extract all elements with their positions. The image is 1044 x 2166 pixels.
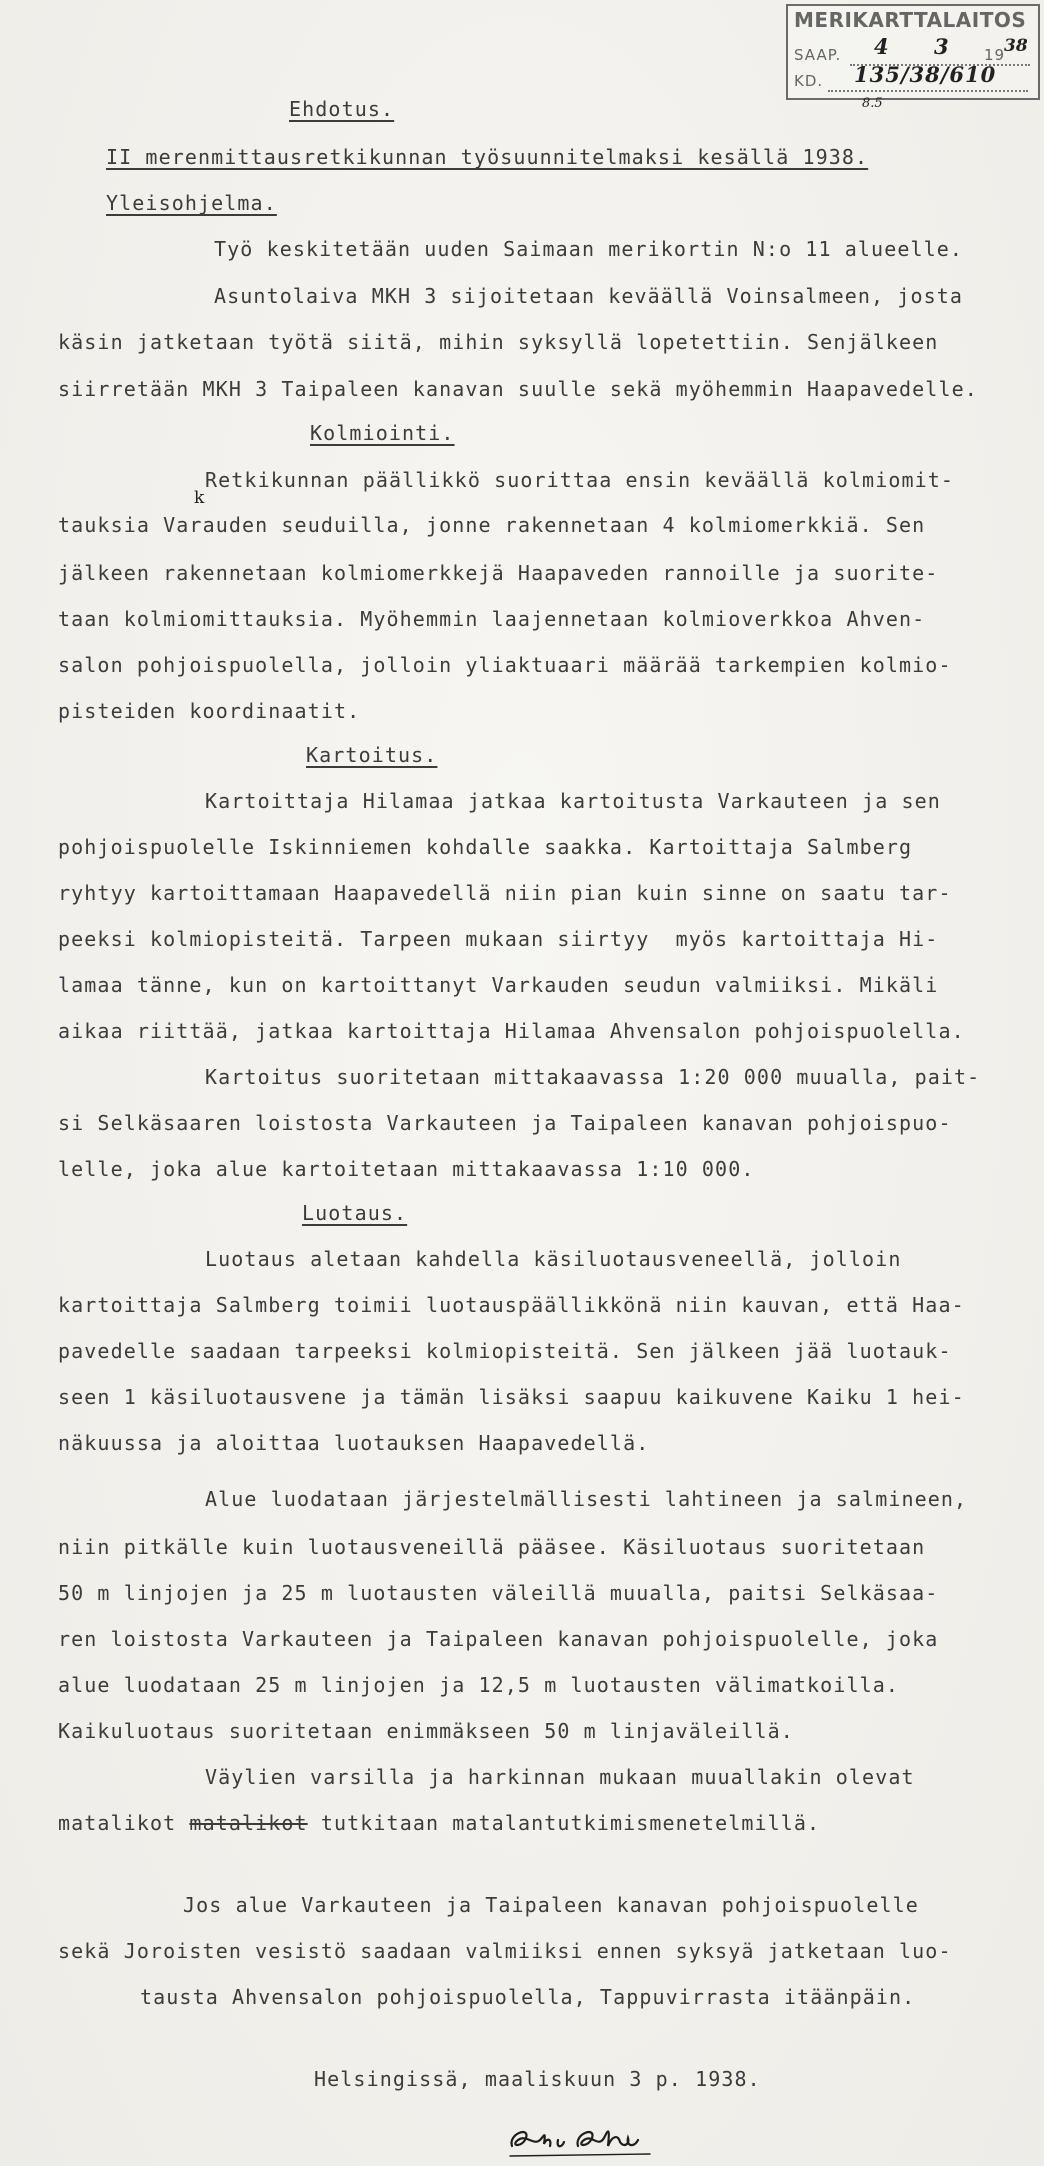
stamp-saap-day: 4 bbox=[874, 34, 889, 59]
body-line: Jos alue Varkauteen ja Taipaleen kanavan pohjoispuolelle bbox=[183, 1893, 919, 1917]
body-line bbox=[58, 512, 925, 538]
body-line: käsin jatketaan työtä siitä, mihin syksyllä lopetettiin. Senjälkeen bbox=[58, 330, 939, 354]
signature-scribble bbox=[500, 2116, 660, 2160]
body-line: siirretään MKH 3 Taipaleen kanavan suulle sekä myöhemmin Haapavedelle. bbox=[58, 377, 978, 401]
body-line: seen 1 käsiluotausvene ja tämän lisäksi saapuu kaikuvene Kaiku 1 hei- bbox=[58, 1385, 965, 1409]
body-line: alue luodataan 25 m linjojen ja 12,5 m luotausten välimatkoilla. bbox=[58, 1673, 900, 1697]
stamp-saap-label: SAAP. bbox=[794, 46, 842, 64]
body-line: Kartoitus suoritetaan mittakaavassa 1:20 000 muualla, pait- bbox=[205, 1065, 981, 1089]
struck-text: matalikot bbox=[189, 1811, 308, 1835]
handwritten-insertion: k bbox=[194, 488, 205, 508]
stamp-title: MERIKARTTALAITOS bbox=[794, 8, 1027, 32]
section-yleisohjelma: Yleisohjelma. bbox=[106, 191, 277, 215]
body-line: pavedelle saadaan tarpeeksi kolmiopisteitä. Sen jälkeen jää luotauk- bbox=[58, 1339, 952, 1363]
section-kolmiointi: Kolmiointi. bbox=[310, 421, 455, 445]
body-line: Kartoittaja Hilamaa jatkaa kartoitusta Varkauteen ja sen bbox=[205, 789, 941, 813]
stamp-kd-number: 135/38/610 bbox=[854, 62, 997, 87]
title-line bbox=[106, 144, 868, 170]
body-line: pohjoispuolelle Iskinniemen kohdalle saakka. Kartoittaja Salmberg bbox=[58, 835, 913, 859]
body-line: lamaa tänne, kun on kartoittanyt Varkauden seudun valmiiksi. Mikäli bbox=[58, 973, 939, 997]
body-line: salon pohjoispuolella, jolloin yliaktuaari määrää tarkempien kolmio- bbox=[58, 653, 952, 677]
stamp-saap-month: 3 bbox=[934, 34, 949, 59]
body-line: Asuntolaiva MKH 3 sijoitetaan keväällä Voinsalmeen, josta bbox=[214, 284, 964, 308]
body-line: jälkeen rakennetaan kolmiomerkkejä Haapaveden rannoille ja suorite- bbox=[58, 561, 939, 585]
signature bbox=[500, 2116, 660, 2160]
body-line: näkuussa ja aloittaa luotauksen Haapavedellä. bbox=[58, 1431, 650, 1455]
body-text: tutkitaan matalantutkimismenetelmillä. bbox=[307, 1811, 821, 1835]
body-line: peeksi kolmiopisteitä. Tarpeen mukaan siirtyy myös kartoittaja Hi- bbox=[58, 927, 939, 951]
place-date: Helsingissä, maaliskuun 3 p. 1938. bbox=[314, 2067, 761, 2091]
body-line bbox=[58, 1810, 820, 1836]
body-line: 50 m linjojen ja 25 m luotausten väleillä muualla, paitsi Selkäsaa- bbox=[58, 1581, 939, 1605]
body-line: Työ keskitetään uuden Saimaan merikortin N:o 11 alueelle. bbox=[214, 237, 964, 261]
received-stamp bbox=[786, 4, 1040, 100]
body-line: lelle, joka alue kartoitetaan mittakaavassa 1:10 000. bbox=[58, 1157, 755, 1181]
body-text: auden seuduilla, jonne rakennetaan 4 kolmiomerkkiä. Sen bbox=[202, 513, 926, 537]
body-line: taan kolmiomittauksia. Myöhemmin laajennetaan kolmioverkkoa Ahven- bbox=[58, 607, 926, 631]
section-kartoitus: Kartoitus. bbox=[306, 743, 438, 767]
body-line: Väylien varsilla ja harkinnan mukaan muuallakin olevat bbox=[205, 1765, 915, 1789]
stamp-dotted-line bbox=[828, 90, 1028, 92]
body-line: pisteiden koordinaatit. bbox=[58, 699, 361, 723]
body-line: tausta Ahvensalon pohjoispuolella, Tappuvirrasta itäänpäin. bbox=[140, 1985, 916, 2009]
body-line: kartoittaja Salmberg toimii luotauspäällikkönä niin kauvan, että Haa- bbox=[58, 1293, 965, 1317]
body-line: si Selkäsaaren loistosta Varkauteen ja Taipaleen kanavan pohjoispuo- bbox=[58, 1111, 952, 1135]
heading: Ehdotus. bbox=[289, 97, 395, 121]
body-line: Luotaus aletaan kahdella käsiluotausveneellä, jolloin bbox=[205, 1247, 902, 1271]
margin-note: 8.5 bbox=[862, 96, 883, 111]
body-text: tauksia Var bbox=[58, 513, 203, 537]
body-line: Kaikuluotaus suoritetaan enimmäkseen 50 m linjaväleillä. bbox=[58, 1719, 794, 1743]
body-line: ryhtyy kartoittamaan Haapavedellä niin pian kuin sinne on saatu tar- bbox=[58, 881, 952, 905]
body-line: niin pitkälle kuin luotausveneillä pääsee. Käsiluotaus suoritetaan bbox=[58, 1535, 926, 1559]
body-line: sekä Joroisten vesistö saadaan valmiiksi ennen syksyä jatketaan luo- bbox=[58, 1939, 952, 1963]
section-luotaus: Luotaus. bbox=[302, 1201, 408, 1225]
body-line: Alue luodataan järjestelmällisesti lahtineen ja salmineen, bbox=[205, 1487, 968, 1511]
body-line: aikaa riittää, jatkaa kartoittaja Hilamaa Ahvensalon pohjoispuolella. bbox=[58, 1019, 965, 1043]
stamp-saap-year: 38 bbox=[1004, 36, 1028, 56]
body-line: Retkikunnan päällikkö suorittaa ensin keväällä kolmiomit- bbox=[205, 468, 955, 492]
body-text: matalikot bbox=[58, 1811, 190, 1835]
title: II merenmittausretkikunnan työsuunnitelmaksi kesällä 1938. bbox=[106, 145, 869, 169]
stamp-kd-label: KD. bbox=[794, 72, 824, 90]
stamp-year-prefix: 19 bbox=[984, 46, 1006, 64]
body-line: ren loistosta Varkauteen ja Taipaleen kanavan pohjoispuolelle, joka bbox=[58, 1627, 939, 1651]
